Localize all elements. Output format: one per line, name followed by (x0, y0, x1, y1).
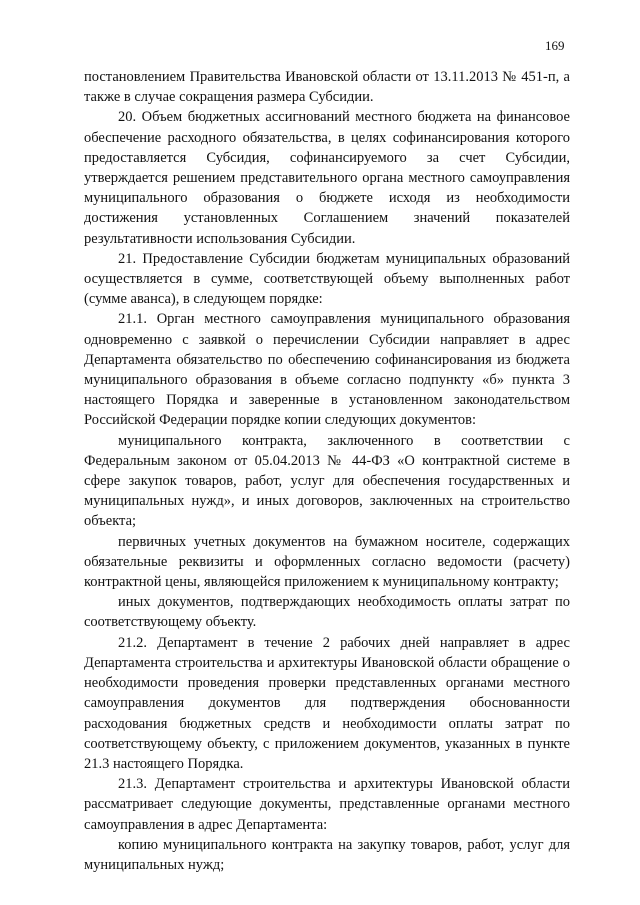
document-body (84, 67, 570, 875)
paragraph-other-documents: иных документов, подтверждающих необходимость оплаты затрат по соответствующему объекту. (84, 594, 570, 631)
paragraph-item-21-1: 21.1. Орган местного самоуправления муниципального образования одновременно с заявкой о перечислении Субсидии направляет в адрес Департамента обязательство по обеспечению софинансирования из бюджета муниципального образования в объеме согласно подпункту «б» пункта 3 настоящего Порядка и заверенные в установленном законодательством Российской Федерации порядке копии следующих документов: (84, 311, 570, 429)
paragraph-item-20: 20. Объем бюджетных ассигнований местного бюджета на финансовое обеспечение расходного обязательства, в целях софинансирования которого предоставляется Субсидия, софинансируемого за счет Субсидии, утверждается решением представительного органа местного самоуправления муниципального образования о бюджете исходя из необходимости достижения установленных Соглашением значений показателей результативности использования Субсидии. (84, 109, 570, 247)
paragraph-item-21: 21. Предоставление Субсидии бюджетам муниципальных образований осуществляется в сумме, соответствующей объему выполненных работ (сумме аванса), в следующем порядке: (84, 250, 570, 308)
page-number: 169 (545, 38, 565, 53)
paragraph-item-21-3: 21.3. Департамент строительства и архитектуры Ивановской области рассматривает следующие документы, представленные органами местного самоуправления в адрес Департамента: (84, 776, 570, 833)
paragraph-primary-documents: первичных учетных документов на бумажном носителе, содержащих обязательные реквизиты и оформленных согласно ведомости (расчету) контрактной цены, являющейся приложением к муниципальному контракту; (84, 533, 570, 591)
paragraph-contract-copy: муниципального контракта, заключенного в соответствии с Федеральным законом от 05.04.2013 № 44-ФЗ «О контрактной системе в сфере закупок товаров, работ, услуг для обеспечения государственных и муниципальных нужд», и иных договоров, заключенных на строительство объекта; (84, 432, 570, 530)
paragraph-continuation: постановлением Правительства Ивановской области от 13.11.2013 № 451-п, а также в случае сокращения размера Субсидии. (84, 69, 570, 106)
paragraph-contract-copy-review: копию муниципального контракта на закупку товаров, работ, услуг для муниципальных нужд; (84, 836, 570, 873)
paragraph-item-21-2: 21.2. Департамент в течение 2 рабочих дней направляет в адрес Департамента строительства и архитектуры Ивановской области обращение о необходимости проведения проверки представленных органами местного самоуправления документов для подтверждения обоснованности расходования бюджетных средств и необходимости оплаты затрат по соответствующему объекту, с приложением документов, указанных в пункте 21.3 настоящего Порядка. (84, 634, 570, 772)
